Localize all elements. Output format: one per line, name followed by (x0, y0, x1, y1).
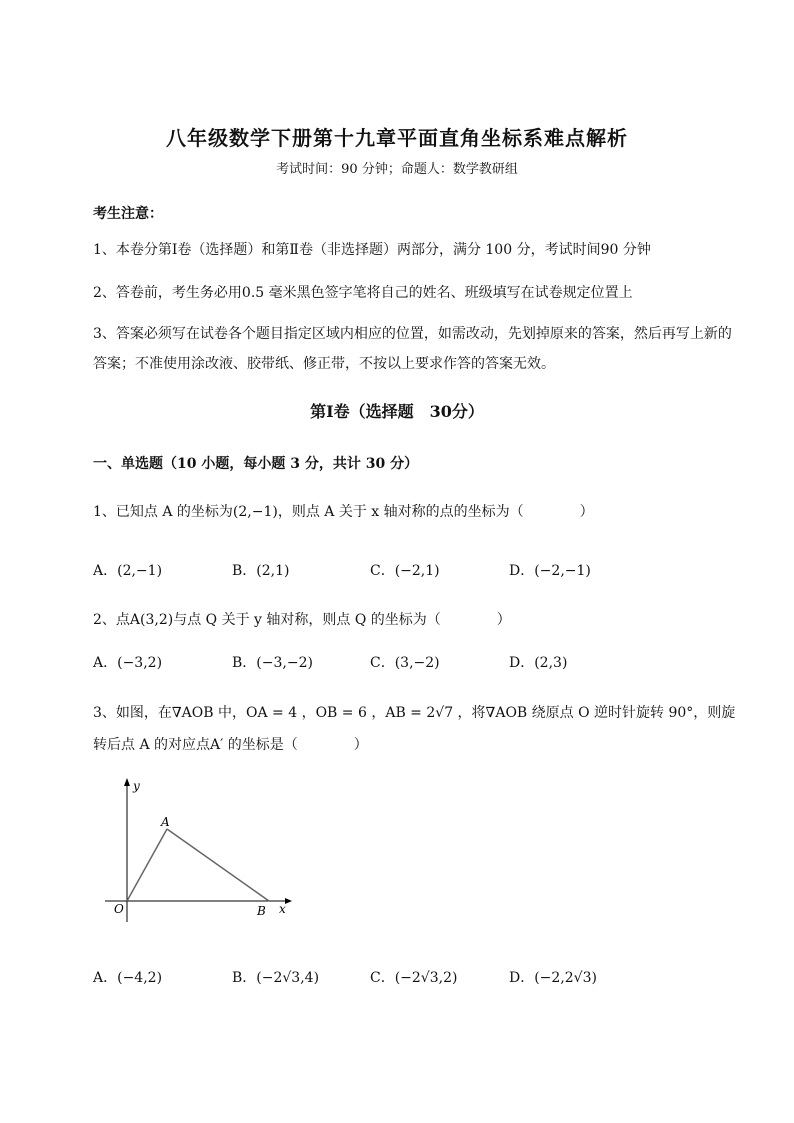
notice-item-3: 3、答案必须写在试卷各个题目指定区域内相应的位置，如需改动，先划掉原来的答案，然后再写上新的答案；不准使用涂改液、胶带纸、修正带，不按以上要求作答的答案无效。 (93, 326, 732, 372)
y-axis-arrow-icon (124, 778, 130, 786)
section-title: 第Ⅰ卷（选择题 30分） (310, 402, 484, 421)
question-3-figure (95, 772, 305, 922)
part-heading: 一、单选题（10 小题，每小题 3 分，共计 30 分） (93, 456, 419, 472)
exam-info: 考试时间：90 分钟；命题人：数学教研组 (276, 162, 518, 177)
question-1-stem: 1、已知点 A 的坐标为(2,−1)，则点 A 关于 x 轴对称的点的坐标为（ ） (93, 504, 594, 520)
question-1-option-a[interactable]: A．(2,−1) (93, 563, 163, 579)
point-b-label: B (257, 904, 266, 918)
question-2-option-c[interactable]: C．(3,−2) (370, 655, 440, 671)
notice-heading: 考生注意： (93, 206, 163, 222)
segment-ab (167, 829, 269, 901)
segment-oa (127, 829, 167, 901)
question-2-option-d[interactable]: D．(2,3) (509, 655, 568, 671)
x-axis-label: x (279, 902, 286, 916)
notice-item-2: 2、答卷前，考生务必用0.5 毫米黑色签字笔将自己的姓名、班级填写在试卷规定位置上 (93, 285, 633, 301)
question-3-option-a[interactable]: A．(−4,2) (93, 970, 163, 986)
question-3-option-b[interactable]: B．(−2√3,4) (232, 970, 320, 986)
question-1-option-c[interactable]: C．(−2,1) (370, 563, 440, 579)
question-2-stem: 2、点A(3,2)与点 Q 关于 y 轴对称，则点 Q 的坐标为（ ） (93, 612, 511, 628)
point-a-label: A (161, 815, 170, 829)
question-1-option-d[interactable]: D．(−2,−1) (509, 563, 591, 579)
x-axis-arrow-icon (285, 898, 292, 904)
question-2-option-b[interactable]: B．(−3,−2) (232, 655, 313, 671)
notice-item-1: 1、本卷分第Ⅰ卷（选择题）和第Ⅱ卷（非选择题）两部分，满分 100 分，考试时间90 分钟 (93, 242, 651, 258)
origin-label: O (114, 902, 124, 916)
y-axis-label: y (133, 779, 140, 793)
question-1-option-b[interactable]: B．(2,1) (232, 563, 290, 579)
question-3-option-d[interactable]: D．(−2,2√3) (509, 970, 597, 986)
question-2-option-a[interactable]: A．(−3,2) (93, 655, 163, 671)
question-3-option-c[interactable]: C．(−2√3,2) (370, 970, 458, 986)
question-3-stem: 3、如图，在∇AOB 中，OA = 4 ，OB = 6 ，AB = 2√7 ，将∇AOB 绕原点 O 逆时针旋转 90°，则旋转后点 A 的对应点A′ 的坐标是（ ） (93, 705, 736, 753)
page-title: 八年级数学下册第十九章平面直角坐标系难点解析 (166, 126, 628, 150)
